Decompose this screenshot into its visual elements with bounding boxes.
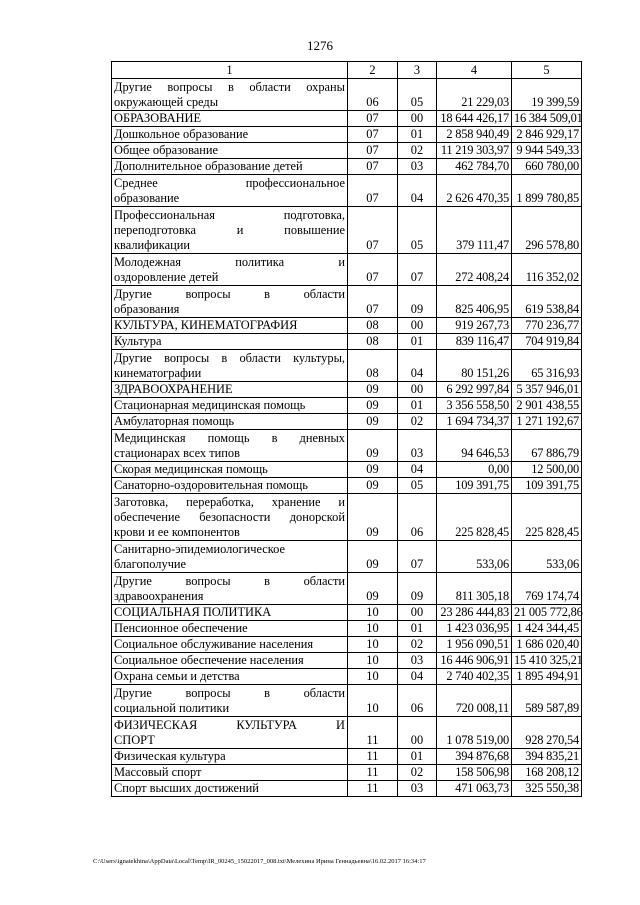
amount-col5-cell: 296 578,80 bbox=[512, 207, 582, 254]
amount-col4-cell: 3 356 558,50 bbox=[437, 398, 512, 414]
amount-col4-cell: 825 406,95 bbox=[437, 286, 512, 318]
row-name-line: ЗДРАВООХРАНЕНИЕ bbox=[114, 382, 233, 396]
amount-col5-cell: 16 384 509,01 bbox=[512, 111, 582, 127]
table-row bbox=[112, 765, 582, 781]
table-row bbox=[112, 749, 582, 765]
row-name-cell bbox=[112, 254, 348, 286]
table-row bbox=[112, 414, 582, 430]
row-name-line: здравоохранения bbox=[114, 589, 204, 603]
row-name-cell bbox=[112, 749, 348, 765]
row-name-cell bbox=[112, 414, 348, 430]
section-code-cell: 09 bbox=[348, 478, 398, 494]
row-name-line: Молодежная политика и bbox=[114, 255, 345, 269]
row-name-line: Общее образование bbox=[114, 143, 219, 157]
amount-col4-cell: 2 740 402,35 bbox=[437, 669, 512, 685]
subsection-code-cell: 03 bbox=[398, 781, 437, 797]
column-header: 2 bbox=[348, 62, 398, 79]
row-name-line: Пенсионное обеспечение bbox=[114, 621, 248, 635]
amount-col5-cell: 619 538,84 bbox=[512, 286, 582, 318]
row-name-line: Спорт высших достижений bbox=[114, 781, 259, 795]
row-name-cell bbox=[112, 334, 348, 350]
row-name-line: Стационарная медицинская помощь bbox=[114, 398, 306, 412]
amount-col4-cell: 16 446 906,91 bbox=[437, 653, 512, 669]
subsection-code-cell: 00 bbox=[398, 111, 437, 127]
row-name-line: стационарах всех типов bbox=[114, 446, 240, 460]
amount-col4-cell: 6 292 997,84 bbox=[437, 382, 512, 398]
amount-col5-cell: 225 828,45 bbox=[512, 494, 582, 541]
table-row bbox=[112, 318, 582, 334]
column-header: 3 bbox=[398, 62, 437, 79]
row-name-line: КУЛЬТУРА, КИНЕМАТОГРАФИЯ bbox=[114, 318, 298, 332]
amount-col5-cell: 660 780,00 bbox=[512, 159, 582, 175]
section-code-cell: 10 bbox=[348, 653, 398, 669]
row-name-line: Дополнительное образование детей bbox=[114, 159, 303, 173]
amount-col4-cell: 109 391,75 bbox=[437, 478, 512, 494]
table-row bbox=[112, 143, 582, 159]
row-name-cell bbox=[112, 765, 348, 781]
table-row bbox=[112, 653, 582, 669]
row-name-line: ФИЗИЧЕСКАЯ КУЛЬТУРА И bbox=[114, 718, 345, 732]
row-name-line: переподготовка и повышение bbox=[114, 223, 345, 237]
subsection-code-cell: 07 bbox=[398, 254, 437, 286]
amount-col5-cell: 394 835,21 bbox=[512, 749, 582, 765]
amount-col5-cell: 2 901 438,55 bbox=[512, 398, 582, 414]
section-code-cell: 07 bbox=[348, 175, 398, 207]
section-code-cell: 09 bbox=[348, 541, 398, 573]
row-name-line: Другие вопросы в области bbox=[114, 574, 345, 588]
row-name-cell bbox=[112, 159, 348, 175]
subsection-code-cell: 06 bbox=[398, 494, 437, 541]
section-code-cell: 10 bbox=[348, 685, 398, 717]
subsection-code-cell: 01 bbox=[398, 127, 437, 143]
subsection-code-cell: 05 bbox=[398, 478, 437, 494]
subsection-code-cell: 00 bbox=[398, 382, 437, 398]
row-name-line: Санаторно-оздоровительная помощь bbox=[114, 478, 308, 492]
table-row bbox=[112, 127, 582, 143]
subsection-code-cell: 04 bbox=[398, 175, 437, 207]
amount-col4-cell: 720 008,11 bbox=[437, 685, 512, 717]
row-name-line: Культура bbox=[114, 334, 162, 348]
amount-col4-cell: 272 408,24 bbox=[437, 254, 512, 286]
table-row bbox=[112, 159, 582, 175]
section-code-cell: 07 bbox=[348, 254, 398, 286]
subsection-code-cell: 01 bbox=[398, 749, 437, 765]
table-row bbox=[112, 175, 582, 207]
subsection-code-cell: 00 bbox=[398, 318, 437, 334]
subsection-code-cell: 02 bbox=[398, 637, 437, 653]
row-name-cell bbox=[112, 573, 348, 605]
subsection-code-cell: 04 bbox=[398, 462, 437, 478]
row-name-line: Медицинская помощь в дневных bbox=[114, 431, 345, 445]
amount-col5-cell: 704 919,84 bbox=[512, 334, 582, 350]
row-name-cell bbox=[112, 653, 348, 669]
amount-col5-cell: 109 391,75 bbox=[512, 478, 582, 494]
subsection-code-cell: 05 bbox=[398, 207, 437, 254]
subsection-code-cell: 01 bbox=[398, 621, 437, 637]
table-row bbox=[112, 494, 582, 541]
table-row bbox=[112, 781, 582, 797]
amount-col4-cell: 379 111,47 bbox=[437, 207, 512, 254]
row-name-line: социальной политики bbox=[114, 701, 230, 715]
section-code-cell: 10 bbox=[348, 669, 398, 685]
row-name-line: ОБРАЗОВАНИЕ bbox=[114, 111, 202, 125]
table-row bbox=[112, 430, 582, 462]
amount-col4-cell: 1 956 090,51 bbox=[437, 637, 512, 653]
amount-col4-cell: 23 286 444,83 bbox=[437, 605, 512, 621]
table-row bbox=[112, 621, 582, 637]
section-code-cell: 06 bbox=[348, 79, 398, 111]
amount-col5-cell: 21 005 772,86 bbox=[512, 605, 582, 621]
row-name-line: оздоровление детей bbox=[114, 270, 219, 284]
row-name-line: образования bbox=[114, 302, 180, 316]
row-name-line: образование bbox=[114, 191, 180, 205]
section-code-cell: 11 bbox=[348, 765, 398, 781]
row-name-line: окружающей среды bbox=[114, 95, 219, 109]
amount-col4-cell: 80 151,26 bbox=[437, 350, 512, 382]
table-header-row bbox=[112, 62, 582, 79]
amount-col4-cell: 394 876,68 bbox=[437, 749, 512, 765]
subsection-code-cell: 09 bbox=[398, 573, 437, 605]
section-code-cell: 10 bbox=[348, 637, 398, 653]
table-row bbox=[112, 254, 582, 286]
row-name-cell bbox=[112, 175, 348, 207]
section-code-cell: 10 bbox=[348, 605, 398, 621]
column-header: 5 bbox=[512, 62, 582, 79]
row-name-cell bbox=[112, 350, 348, 382]
table-row bbox=[112, 398, 582, 414]
row-name-cell bbox=[112, 398, 348, 414]
section-code-cell: 11 bbox=[348, 781, 398, 797]
section-code-cell: 08 bbox=[348, 350, 398, 382]
section-code-cell: 07 bbox=[348, 207, 398, 254]
row-name-cell bbox=[112, 430, 348, 462]
table-row bbox=[112, 462, 582, 478]
subsection-code-cell: 09 bbox=[398, 286, 437, 318]
amount-col5-cell: 770 236,77 bbox=[512, 318, 582, 334]
section-code-cell: 09 bbox=[348, 414, 398, 430]
section-code-cell: 08 bbox=[348, 318, 398, 334]
subsection-code-cell: 01 bbox=[398, 398, 437, 414]
table-row bbox=[112, 382, 582, 398]
amount-col5-cell: 928 270,54 bbox=[512, 717, 582, 749]
table-row bbox=[112, 207, 582, 254]
row-name-line: Массовый спорт bbox=[114, 765, 202, 779]
row-name-line: крови и ее компонентов bbox=[114, 525, 240, 539]
section-code-cell: 10 bbox=[348, 621, 398, 637]
subsection-code-cell: 01 bbox=[398, 334, 437, 350]
row-name-line: Социальное обеспечение населения bbox=[114, 653, 304, 667]
page-number: 1276 bbox=[307, 38, 333, 53]
table-row bbox=[112, 669, 582, 685]
row-name-cell bbox=[112, 143, 348, 159]
subsection-code-cell: 04 bbox=[398, 350, 437, 382]
subsection-code-cell: 03 bbox=[398, 430, 437, 462]
amount-col4-cell: 11 219 303,97 bbox=[437, 143, 512, 159]
table-row bbox=[112, 286, 582, 318]
amount-col4-cell: 225 828,45 bbox=[437, 494, 512, 541]
subsection-code-cell: 06 bbox=[398, 685, 437, 717]
section-code-cell: 09 bbox=[348, 430, 398, 462]
amount-col5-cell: 1 271 192,67 bbox=[512, 414, 582, 430]
amount-col4-cell: 462 784,70 bbox=[437, 159, 512, 175]
section-code-cell: 09 bbox=[348, 573, 398, 605]
row-name-cell bbox=[112, 127, 348, 143]
subsection-code-cell: 03 bbox=[398, 653, 437, 669]
row-name-line: Среднее профессиональное bbox=[114, 176, 345, 190]
amount-col5-cell: 325 550,38 bbox=[512, 781, 582, 797]
amount-col5-cell: 15 410 325,21 bbox=[512, 653, 582, 669]
subsection-code-cell: 07 bbox=[398, 541, 437, 573]
amount-col4-cell: 811 305,18 bbox=[437, 573, 512, 605]
amount-col5-cell: 2 846 929,17 bbox=[512, 127, 582, 143]
row-name-line: Заготовка, переработка, хранение и bbox=[114, 495, 345, 509]
row-name-cell bbox=[112, 111, 348, 127]
amount-col5-cell: 116 352,02 bbox=[512, 254, 582, 286]
table-row bbox=[112, 717, 582, 749]
row-name-line: Санитарно-эпидемиологическое bbox=[114, 542, 285, 556]
row-name-line: Другие вопросы в области bbox=[114, 287, 345, 301]
section-code-cell: 09 bbox=[348, 494, 398, 541]
row-name-line: Другие вопросы в области bbox=[114, 686, 345, 700]
table-row bbox=[112, 605, 582, 621]
row-name-line: благополучие bbox=[114, 557, 187, 571]
section-code-cell: 07 bbox=[348, 111, 398, 127]
row-name-cell bbox=[112, 637, 348, 653]
amount-col5-cell: 769 174,74 bbox=[512, 573, 582, 605]
amount-col5-cell: 168 208,12 bbox=[512, 765, 582, 781]
section-code-cell: 07 bbox=[348, 127, 398, 143]
row-name-line: Скорая медицинская помощь bbox=[114, 462, 268, 476]
row-name-cell bbox=[112, 541, 348, 573]
amount-col5-cell: 1 424 344,45 bbox=[512, 621, 582, 637]
amount-col5-cell: 9 944 549,33 bbox=[512, 143, 582, 159]
amount-col4-cell: 158 506,98 bbox=[437, 765, 512, 781]
row-name-line: кинематографии bbox=[114, 366, 202, 380]
row-name-line: СОЦИАЛЬНАЯ ПОЛИТИКА bbox=[114, 605, 272, 619]
table-row bbox=[112, 111, 582, 127]
section-code-cell: 09 bbox=[348, 462, 398, 478]
row-name-line: СПОРТ bbox=[114, 733, 155, 747]
row-name-cell bbox=[112, 478, 348, 494]
table-row bbox=[112, 541, 582, 573]
row-name-cell bbox=[112, 318, 348, 334]
amount-col4-cell: 1 078 519,00 bbox=[437, 717, 512, 749]
amount-col4-cell: 1 694 734,37 bbox=[437, 414, 512, 430]
subsection-code-cell: 03 bbox=[398, 159, 437, 175]
row-name-line: Амбулаторная помощь bbox=[114, 414, 235, 428]
row-name-cell bbox=[112, 494, 348, 541]
amount-col4-cell: 839 116,47 bbox=[437, 334, 512, 350]
amount-col4-cell: 2 626 470,35 bbox=[437, 175, 512, 207]
row-name-cell bbox=[112, 382, 348, 398]
section-code-cell: 07 bbox=[348, 286, 398, 318]
row-name-cell bbox=[112, 621, 348, 637]
column-header: 1 bbox=[112, 62, 348, 79]
row-name-line: Другие вопросы в области охраны bbox=[114, 80, 345, 94]
amount-col4-cell: 18 644 426,17 bbox=[437, 111, 512, 127]
amount-col4-cell: 533,06 bbox=[437, 541, 512, 573]
table-row bbox=[112, 350, 582, 382]
subsection-code-cell: 00 bbox=[398, 605, 437, 621]
subsection-code-cell: 00 bbox=[398, 717, 437, 749]
table-row bbox=[112, 334, 582, 350]
table-row bbox=[112, 685, 582, 717]
amount-col5-cell: 533,06 bbox=[512, 541, 582, 573]
amount-col5-cell: 5 357 946,01 bbox=[512, 382, 582, 398]
row-name-cell bbox=[112, 79, 348, 111]
row-name-line: обеспечение безопасности донорской bbox=[114, 510, 345, 524]
row-name-line: Социальное обслуживание населения bbox=[114, 637, 314, 651]
row-name-cell bbox=[112, 685, 348, 717]
row-name-line: Дошкольное образование bbox=[114, 127, 249, 141]
section-code-cell: 08 bbox=[348, 334, 398, 350]
amount-col5-cell: 589 587,89 bbox=[512, 685, 582, 717]
amount-col4-cell: 471 063,73 bbox=[437, 781, 512, 797]
row-name-line: Профессиональная подготовка, bbox=[114, 208, 345, 222]
subsection-code-cell: 02 bbox=[398, 765, 437, 781]
section-code-cell: 07 bbox=[348, 159, 398, 175]
amount-col4-cell: 94 646,53 bbox=[437, 430, 512, 462]
amount-col5-cell: 67 886,79 bbox=[512, 430, 582, 462]
table-body bbox=[112, 79, 582, 797]
row-name-cell bbox=[112, 207, 348, 254]
amount-col4-cell: 1 423 036,95 bbox=[437, 621, 512, 637]
row-name-line: квалификации bbox=[114, 238, 191, 252]
row-name-cell bbox=[112, 781, 348, 797]
amount-col4-cell: 2 858 940,49 bbox=[437, 127, 512, 143]
section-code-cell: 09 bbox=[348, 382, 398, 398]
table-row bbox=[112, 637, 582, 653]
file-path-footer: C:\Users\ignatekhina\AppData\Local\Temp\IR_00245_15022017_008.txt\Мелехина Ирина Геннадьевна\16.02.2017 16:34:17 bbox=[93, 858, 426, 865]
section-code-cell: 09 bbox=[348, 398, 398, 414]
table-row bbox=[112, 478, 582, 494]
section-code-cell: 07 bbox=[348, 143, 398, 159]
row-name-cell bbox=[112, 717, 348, 749]
amount-col4-cell: 0,00 bbox=[437, 462, 512, 478]
amount-col4-cell: 919 267,73 bbox=[437, 318, 512, 334]
row-name-cell bbox=[112, 605, 348, 621]
section-code-cell: 11 bbox=[348, 717, 398, 749]
amount-col5-cell: 1 895 494,91 bbox=[512, 669, 582, 685]
subsection-code-cell: 02 bbox=[398, 143, 437, 159]
amount-col5-cell: 12 500,00 bbox=[512, 462, 582, 478]
amount-col5-cell: 19 399,59 bbox=[512, 79, 582, 111]
amount-col5-cell: 1 899 780,85 bbox=[512, 175, 582, 207]
budget-table bbox=[111, 61, 582, 797]
row-name-line: Охрана семьи и детства bbox=[114, 669, 240, 683]
row-name-line: Другие вопросы в области культуры, bbox=[114, 351, 345, 365]
amount-col4-cell: 21 229,03 bbox=[437, 79, 512, 111]
row-name-cell bbox=[112, 669, 348, 685]
amount-col5-cell: 65 316,93 bbox=[512, 350, 582, 382]
row-name-cell bbox=[112, 286, 348, 318]
amount-col5-cell: 1 686 020,40 bbox=[512, 637, 582, 653]
row-name-line: Физическая культура bbox=[114, 749, 226, 763]
table-row bbox=[112, 573, 582, 605]
column-header: 4 bbox=[437, 62, 512, 79]
subsection-code-cell: 02 bbox=[398, 414, 437, 430]
subsection-code-cell: 05 bbox=[398, 79, 437, 111]
row-name-cell bbox=[112, 462, 348, 478]
table-row bbox=[112, 79, 582, 111]
subsection-code-cell: 04 bbox=[398, 669, 437, 685]
section-code-cell: 11 bbox=[348, 749, 398, 765]
